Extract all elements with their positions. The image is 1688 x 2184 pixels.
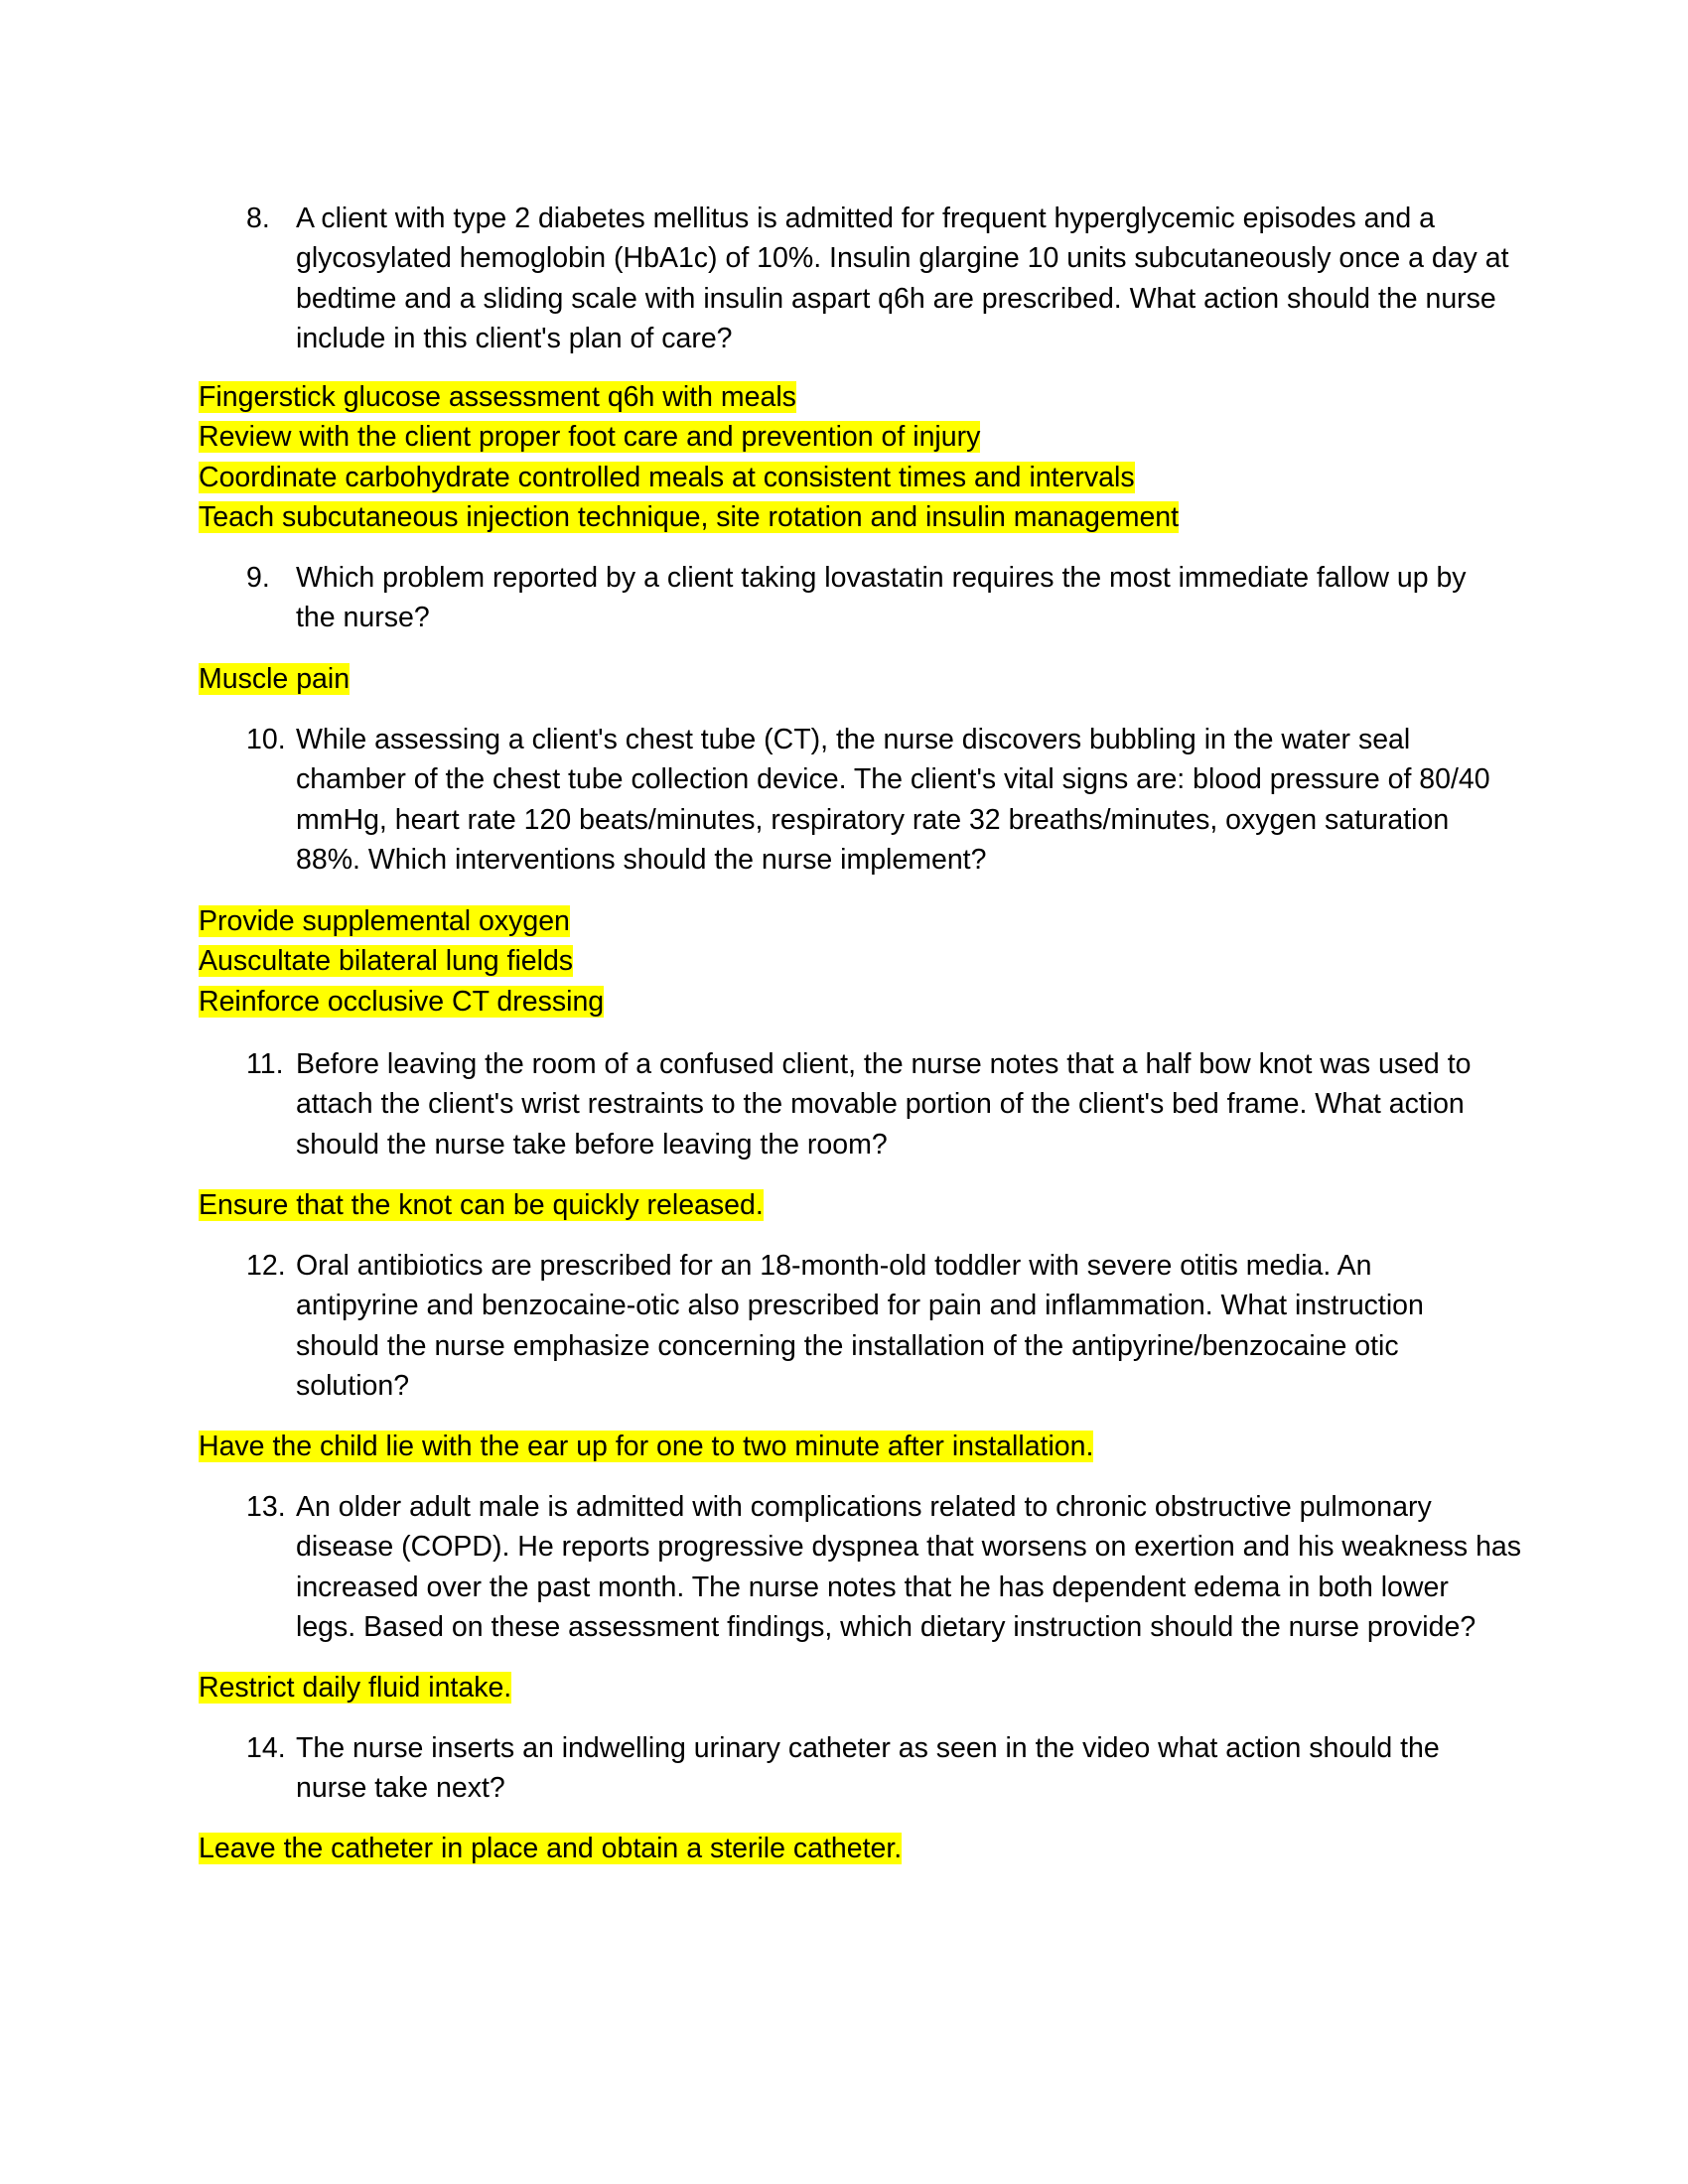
answer-line	[199, 1829, 902, 1868]
highlighted-answer: Review with the client proper foot care and prevention of injury	[199, 421, 981, 454]
question-line: mmHg, heart rate 120 beats/minutes, respiratory rate 32 breaths/minutes, oxygen saturation	[296, 803, 1450, 836]
highlighted-answer: Reinforce occlusive CT dressing	[199, 985, 605, 1018]
question-line: nurse take next?	[296, 1772, 505, 1805]
highlighted-answer: Coordinate carbohydrate controlled meals at consistent times and intervals	[199, 461, 1135, 493]
question-line: antipyrine and benzocaine-otic also prescribed for pain and inflammation. What instruction	[296, 1290, 1424, 1322]
highlighted-answer: Ensure that the knot can be quickly released.	[199, 1189, 764, 1221]
question-line: the nurse?	[296, 602, 430, 634]
question-number: 9.	[246, 562, 270, 594]
answer-line	[199, 982, 604, 1022]
question-text	[296, 1246, 1512, 1406]
highlighted-answer: Auscultate bilateral lung fields	[199, 945, 574, 978]
answer-list	[199, 901, 604, 1022]
question-number: 12.	[246, 1250, 286, 1282]
answer-line	[199, 458, 1179, 497]
answer-line	[199, 901, 604, 941]
highlighted-answer: Provide supplemental oxygen	[199, 905, 570, 937]
answer-list	[199, 1829, 902, 1868]
question-text	[296, 1044, 1512, 1164]
question-line: A client with type 2 diabetes mellitus is admitted for frequent hyperglycemic episodes and a	[296, 203, 1435, 234]
answer-line	[199, 1185, 764, 1225]
question-line: An older adult male is admitted with complications related to chronic obstructive pulmonary	[296, 1491, 1432, 1523]
question-line: should the nurse take before leaving the room?	[296, 1128, 888, 1160]
question-text	[296, 720, 1512, 880]
answer-list	[199, 659, 350, 699]
highlighted-answer: Fingerstick glucose assessment q6h with meals	[199, 381, 796, 413]
question-line: solution?	[296, 1369, 410, 1402]
question-line: glycosylated hemoglobin (HbA1c) of 10%. Insulin glargine 10 units subcutaneously once a day at	[296, 242, 1509, 275]
question-line: should the nurse emphasize concerning the installation of the antipyrine/benzocaine otic	[296, 1329, 1399, 1362]
highlighted-answer: Have the child lie with the ear up for one to two minute after installation.	[199, 1431, 1094, 1462]
question-line: increased over the past month. The nurse notes that he has dependent edema in both lower	[296, 1570, 1449, 1603]
question-line: include in this client's plan of care?	[296, 322, 733, 354]
answer-line	[199, 659, 350, 699]
question-number: 10.	[246, 724, 286, 755]
answer-list	[199, 1427, 1093, 1466]
question-line: bedtime and a sliding scale with insulin aspart q6h are prescribed. What action should the nurse	[296, 282, 1496, 315]
answer-line	[199, 1668, 511, 1707]
question-line: The nurse inserts an indwelling urinary catheter as seen in the video what action should the	[296, 1732, 1440, 1764]
question-text	[296, 1728, 1512, 1809]
question-line: disease (COPD). He reports progressive dyspnea that worsens on exertion and his weakness has	[296, 1531, 1522, 1564]
highlighted-answer: Muscle pain	[199, 663, 351, 695]
answer-line	[199, 941, 604, 981]
question-line: 88%. Which interventions should the nurse implement?	[296, 843, 987, 876]
question-line: Oral antibiotics are prescribed for an 18-month-old toddler with severe otitis media. An	[296, 1250, 1372, 1282]
highlighted-answer: Teach subcutaneous injection technique, site rotation and insulin management	[199, 500, 1180, 533]
answer-line	[199, 417, 1179, 457]
question-text	[296, 1487, 1522, 1647]
question-number: 8.	[246, 203, 270, 234]
question-line: While assessing a client's chest tube (CT), the nurse discovers bubbling in the water seal	[296, 724, 1411, 755]
question-line: legs. Based on these assessment findings, which dietary instruction should the nurse provide?	[296, 1610, 1477, 1643]
answer-line	[199, 497, 1179, 537]
question-text	[296, 558, 1512, 638]
answer-line	[199, 377, 1179, 417]
question-number: 11.	[246, 1048, 284, 1080]
answer-line	[199, 1427, 1093, 1466]
question-text	[296, 199, 1512, 358]
question-number: 13.	[246, 1491, 286, 1523]
answer-list	[199, 377, 1179, 537]
highlighted-answer: Leave the catheter in place and obtain a sterile catheter.	[199, 1833, 903, 1864]
question-line: Before leaving the room of a confused client, the nurse notes that a half bow knot was used to	[296, 1048, 1472, 1080]
question-line: chamber of the chest tube collection device. The client's vital signs are: blood pressure of 80/40	[296, 763, 1490, 796]
question-number: 14.	[246, 1732, 286, 1764]
question-line: Which problem reported by a client taking lovastatin requires the most immediate fallow up by	[296, 562, 1467, 594]
answer-list	[199, 1668, 511, 1707]
question-line: attach the client's wrist restraints to the movable portion of the client's bed frame. What action	[296, 1088, 1465, 1121]
answer-list	[199, 1185, 764, 1225]
highlighted-answer: Restrict daily fluid intake.	[199, 1672, 512, 1704]
